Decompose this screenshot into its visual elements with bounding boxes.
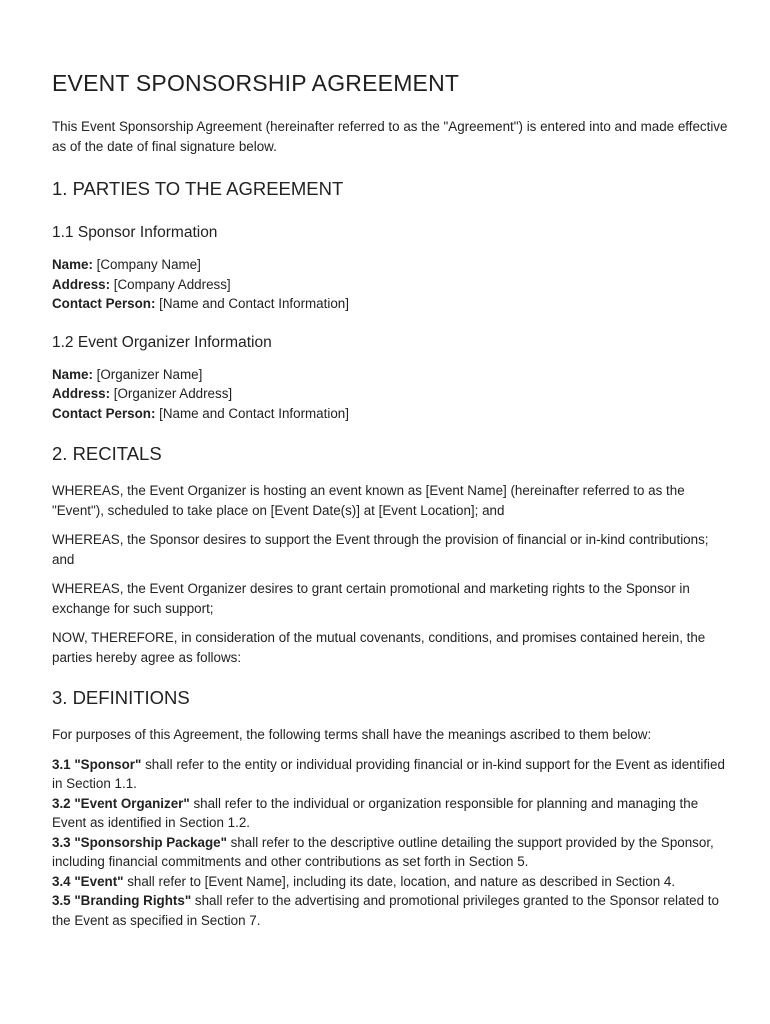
definition-item: [52, 891, 730, 930]
sponsor-address-value: [Company Address]: [110, 276, 231, 292]
definition-text: shall refer to [Event Name], including its date, location, and nature as described in Section 4.: [123, 873, 676, 889]
sponsor-contact-label: Contact Person:: [52, 296, 156, 311]
organizer-address-value: [Organizer Address]: [110, 386, 233, 401]
definition-item: [52, 872, 730, 892]
section-1-heading: 1. PARTIES TO THE AGREEMENT: [52, 178, 344, 199]
definition-text: shall refer to the descriptive outline detailing the support provided by the Sponsor, including financial commitments and other contributions as set forth in Section 5.: [52, 834, 714, 869]
sponsor-contact-line: [52, 294, 730, 314]
organizer-address-line: [52, 384, 730, 404]
intro-paragraph: This Event Sponsorship Agreement (hereinafter referred to as the "Agreement") is entered into and made effective as of the date of final signature below.: [52, 119, 728, 154]
sponsor-info-heading: 1.1 Sponsor Information: [52, 224, 218, 241]
definition-text: shall refer to the advertising and promotional privileges granted to the Sponsor related to the Event as specified in Section 7.: [52, 893, 719, 928]
organizer-contact-line: [52, 404, 730, 424]
definition-term: 3.1 "Sponsor": [52, 756, 142, 772]
definition-text: shall refer to the entity or individual providing financial or in-kind support for the Event as identified in Section 1.1.: [52, 756, 725, 791]
definition-item: [52, 794, 730, 833]
sponsor-contact-value: [Name and Contact Information]: [155, 296, 349, 311]
organizer-address-label: Address:: [52, 386, 111, 401]
recital-paragraph: WHEREAS, the Event Organizer desires to grant certain promotional and marketing rights to the Sponsor in exchange for such support;: [52, 581, 690, 616]
definition-term: 3.5 "Branding Rights": [52, 893, 192, 908]
recital-paragraph: WHEREAS, the Event Organizer is hosting an event known as [Event Name] (hereinafter referred to as the "Event"), scheduled to take place on [Event Date(s)] at [Event Location]; and: [52, 483, 685, 518]
organizer-contact-label: Contact Person:: [52, 405, 156, 421]
sponsor-address-label: Address:: [52, 276, 111, 292]
recital-paragraph: WHEREAS, the Sponsor desires to support the Event through the provision of financial or in-kind contributions; and: [52, 532, 709, 567]
sponsor-name-value: [Company Name]: [92, 257, 201, 272]
recital-paragraph: NOW, THEREFORE, in consideration of the mutual covenants, conditions, and promises contained herein, the parties hereby agree as follows:: [52, 630, 706, 665]
sponsor-address-line: [52, 275, 730, 295]
organizer-info-block: [52, 365, 730, 424]
definition-item: [52, 833, 730, 872]
definition-term: 3.2 "Event Organizer": [52, 795, 190, 811]
definition-term: 3.4 "Event": [52, 873, 124, 889]
definition-text: shall refer to the individual or organization responsible for planning and managing the Event as identified in Section 1.2.: [52, 795, 699, 830]
organizer-contact-value: [Name and Contact Information]: [155, 405, 349, 421]
organizer-name-value: [Organizer Name]: [92, 366, 203, 382]
document-title: EVENT SPONSORSHIP AGREEMENT: [52, 70, 460, 96]
section-3-heading: 3. DEFINITIONS: [52, 687, 190, 708]
organizer-name-line: [52, 365, 730, 385]
definitions-list: [52, 755, 730, 931]
sponsor-name-label: Name:: [52, 257, 93, 272]
definition-term: 3.3 "Sponsorship Package": [52, 834, 227, 850]
definitions-intro: For purposes of this Agreement, the following terms shall have the meanings ascribed to them below:: [52, 727, 652, 742]
section-2-heading: 2. RECITALS: [52, 443, 162, 464]
definition-item: [52, 755, 730, 794]
organizer-info-heading: 1.2 Event Organizer Information: [52, 333, 272, 351]
organizer-name-label: Name:: [52, 366, 93, 382]
sponsor-name-line: [52, 255, 730, 275]
sponsor-info-block: [52, 255, 730, 314]
